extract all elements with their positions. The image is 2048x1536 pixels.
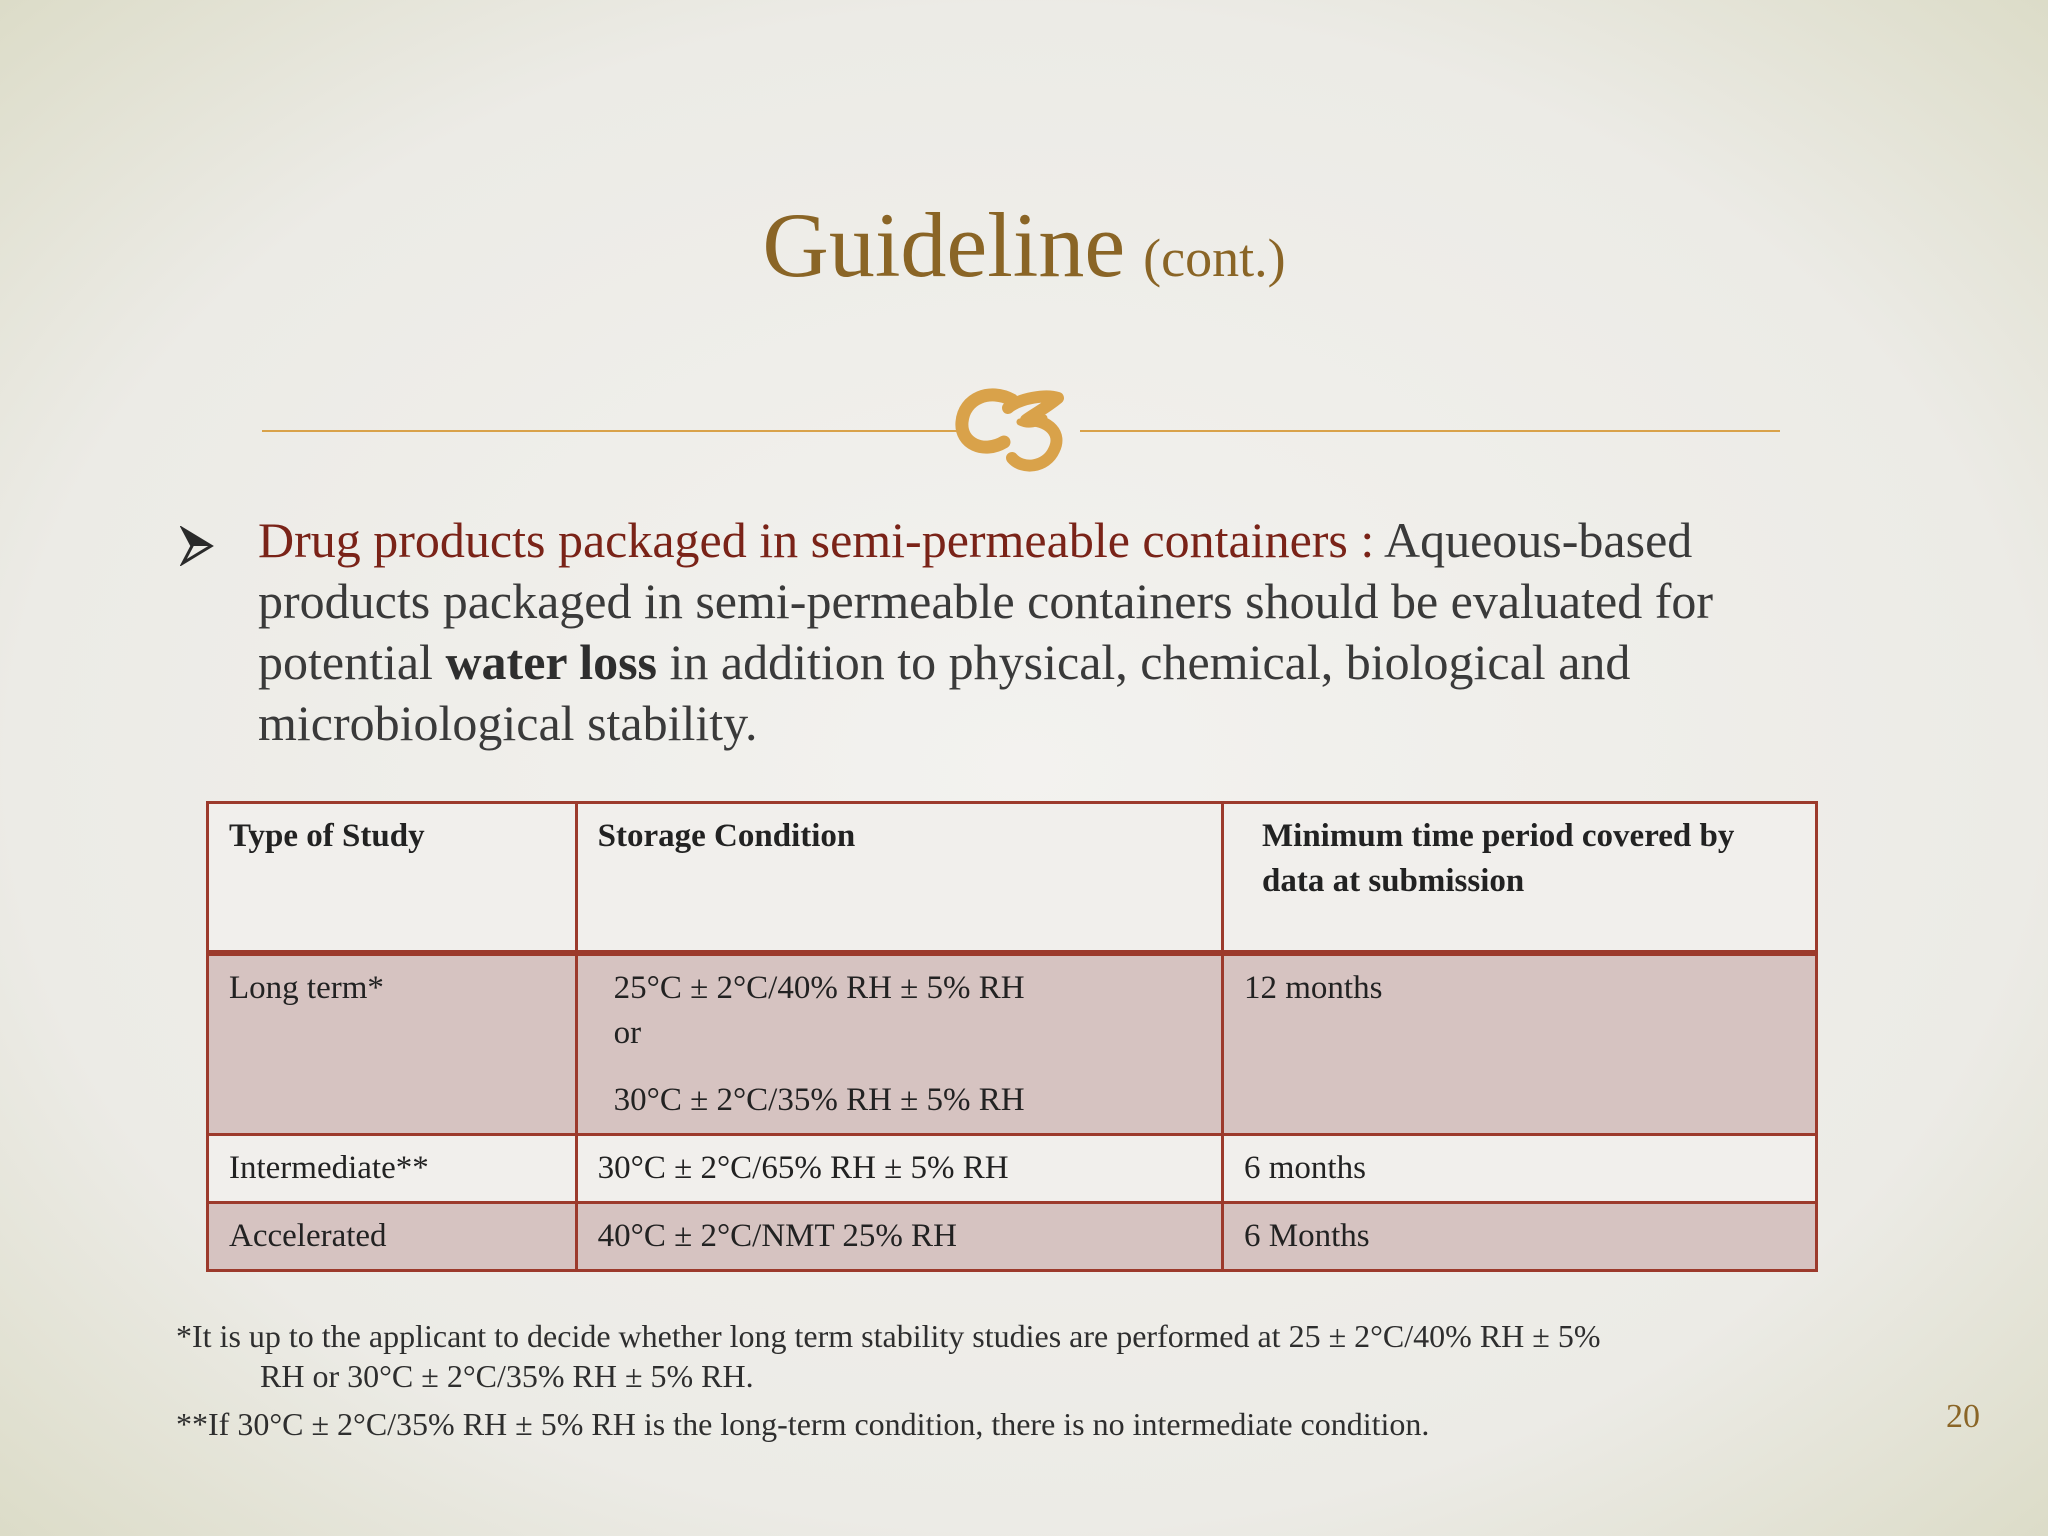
header-storage-condition: Storage Condition	[576, 803, 1222, 954]
arrowhead-bullet-icon	[180, 526, 214, 566]
cell-study: Accelerated	[208, 1203, 577, 1271]
cell-period: 12 months	[1223, 953, 1817, 1135]
condition-line: 25°C ± 2°C/40% RH ± 5% RH	[613, 970, 1025, 1006]
header-type-of-study: Type of Study	[208, 803, 577, 954]
fleuron-ornament-icon	[950, 378, 1100, 478]
header-minimum-time-period-text: Minimum time period covered by data at submission	[1262, 818, 1735, 899]
footnote-1	[176, 1316, 1876, 1396]
table-row	[208, 1135, 1817, 1203]
table-header-row	[208, 803, 1817, 954]
footnote-1-line1: *It is up to the applicant to decide whether long term stability studies are performed at 25 ± 2°C/40% RH ± 5%	[176, 1318, 1601, 1354]
footnote-2: **If 30°C ± 2°C/35% RH ± 5% RH is the long-term condition, there is no intermediate condition.	[176, 1406, 1430, 1442]
cell-condition: 30°C ± 2°C/65% RH ± 5% RH	[576, 1135, 1222, 1203]
footnote-1-line2: RH or 30°C ± 2°C/35% RH ± 5% RH.	[260, 1358, 754, 1394]
cell-period: 6 Months	[1223, 1203, 1817, 1271]
bullet-lead: Drug products packaged in semi-permeable containers :	[258, 512, 1375, 568]
bullet-text-after: in addition to physical, chemical, biological and microbiological stability.	[258, 634, 1631, 751]
bullet-emphasis: water loss	[445, 634, 658, 690]
divider-right	[1080, 430, 1780, 432]
cell-study: Long term*	[208, 953, 577, 1135]
title-suffix: (cont.)	[1143, 228, 1286, 288]
cell-period: 6 months	[1223, 1135, 1817, 1203]
condition-gap	[614, 1056, 1201, 1078]
header-minimum-time-period	[1223, 803, 1817, 954]
slide-title	[0, 190, 2048, 300]
page-number: 20	[1946, 1398, 1980, 1435]
bullet-text-before: Aqueous-based products packaged in semi-permeable containers should be evaluated for potential	[258, 512, 1714, 690]
bullet-paragraph	[258, 510, 1788, 754]
title-text: Guideline	[762, 194, 1126, 296]
cell-study: Intermediate**	[208, 1135, 577, 1203]
table-row	[208, 1203, 1817, 1271]
cell-condition: 40°C ± 2°C/NMT 25% RH	[576, 1203, 1222, 1271]
cell-condition	[576, 953, 1222, 1135]
stability-table	[206, 801, 1818, 1272]
condition-or: or	[613, 1015, 642, 1051]
condition-line: 30°C ± 2°C/35% RH ± 5% RH	[613, 1082, 1025, 1118]
table-row	[208, 953, 1817, 1135]
divider-left	[262, 430, 962, 432]
